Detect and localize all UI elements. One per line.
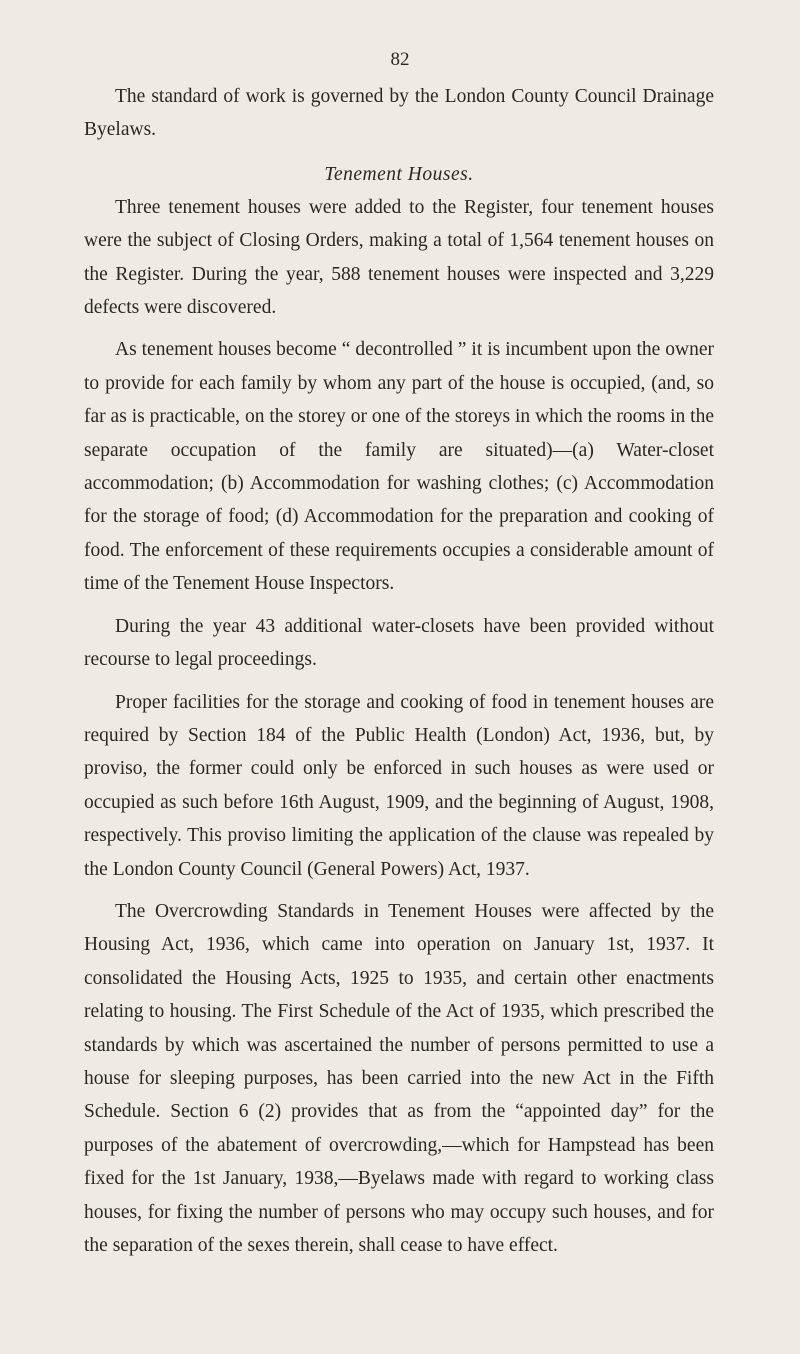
body-paragraph-4: Proper facilities for the storage and cooking of food in tenement houses are required by Section 184 of the Public Health (London) Act, 1936, but, by proviso, the former could only be enforced in such houses as were used or occupied as such before 16th August, 1909, and the beginning of August, 1908, respectively. This proviso limiting the application of the clause was repealed by the London County Council (General Powers) Act, 1937.: [84, 691, 714, 880]
body-paragraph-3: During the year 43 additional water-closets have been provided without recourse to legal proceedings.: [84, 615, 714, 671]
section-heading: Tenement Houses.: [324, 163, 474, 185]
page-number: 82: [390, 49, 410, 70]
body-paragraph-5: The Overcrowding Standards in Tenement Houses were affected by the Housing Act, 1936, which came into operation on January 1st, 1937. It consolidated the Housing Acts, 1925 to 1935, and certain other enactments relating to housing. The First Schedule of the Act of 1935, which prescribed the standards by which was ascertained the number of persons permitted to use a house for sleeping purposes, has been carried into the new Act in the Fifth Schedule. Section 6 (2) provides that as from the “appointed day” for the purposes of the abatement of overcrowding,—which for Hampstead has been fixed for the 1st January, 1938,—Byelaws made with regard to working class houses, for fixing the number of persons who may occupy such houses, and for the separation of the sexes therein, shall cease to have effect.: [84, 900, 714, 1256]
intro-paragraph: The standard of work is governed by the London County Council Drainage Byelaws.: [84, 86, 714, 141]
body-paragraph-2: As tenement houses become “ decontrolled ” it is incumbent upon the owner to provide for each family by whom any part of the house is occupied, (and, so far as is practicable, on the storey or one of the storeys in which the rooms in the separate occupation of the family are situated)—(a) Water-closet accommodation; (b) Accommodation for washing clothes; (c) Accommodation for the storage of food; (d) Accommodation for the preparation and cooking of food. The enforcement of these requirements occupies a considerable amount of time of the Tenement House Inspectors.: [84, 339, 714, 595]
page-body: [84, 80, 714, 1262]
body-paragraph-1: Three tenement houses were added to the Register, four tenement houses were the subject of Closing Orders, making a total of 1,564 tenement houses on the Register. During the year, 588 tenement houses were inspected and 3,229 defects were discovered.: [84, 196, 714, 319]
